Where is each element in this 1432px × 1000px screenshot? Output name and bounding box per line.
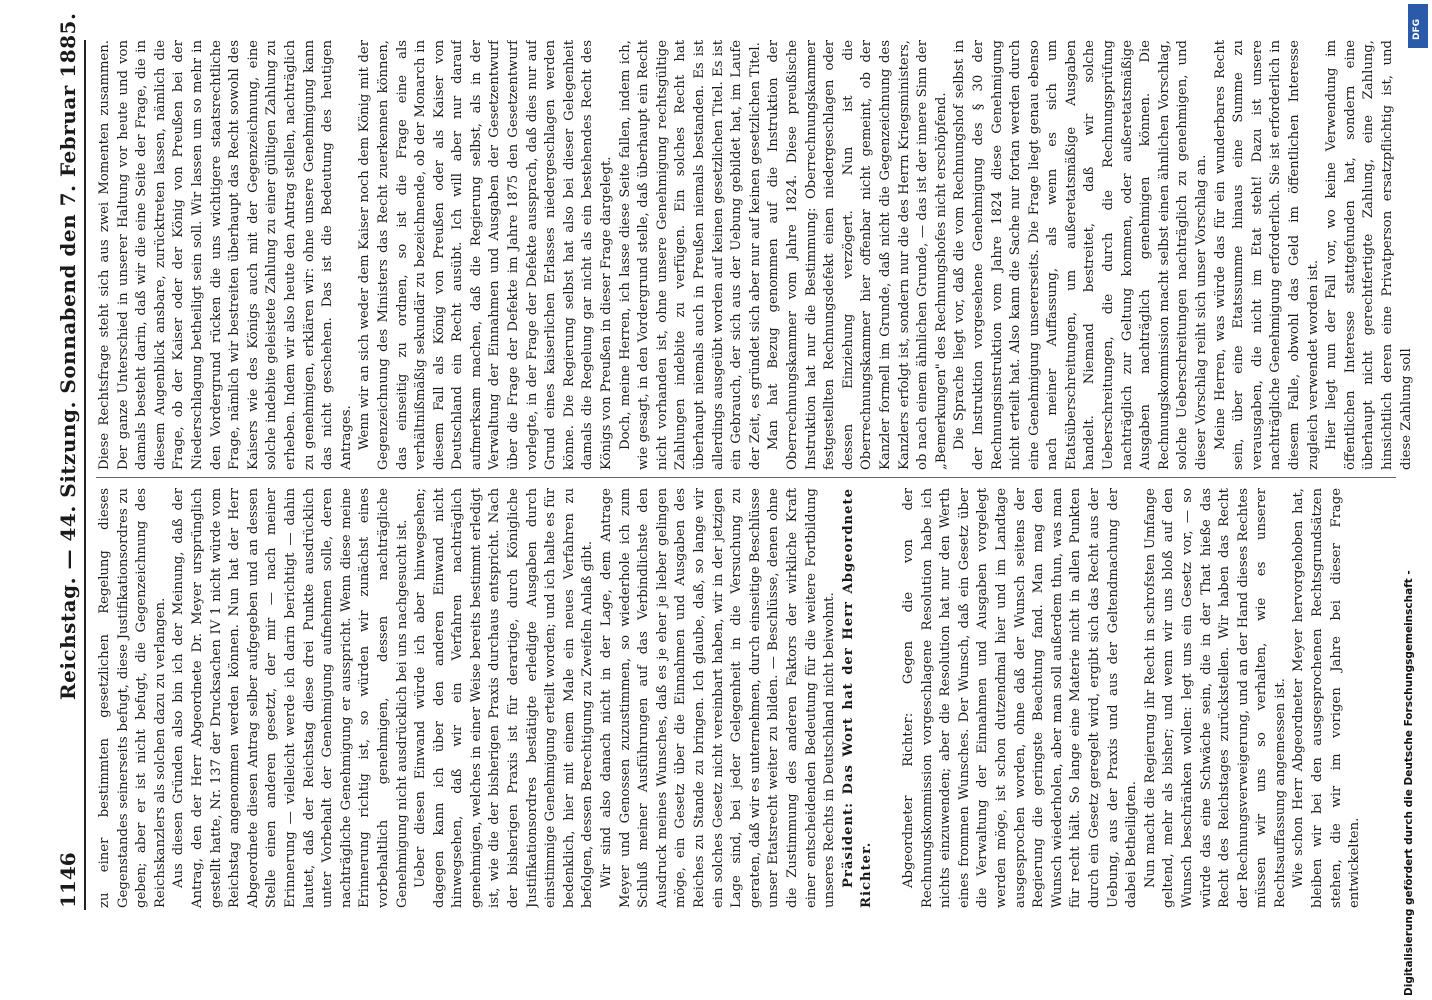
dfg-logo	[1408, 4, 1428, 48]
paragraph: Wenn wir an sich weder dem Kaiser noch dem König mit der Gegenzeichnung des Ministers das Recht zuerkennen können, das einseitig zu ordnen, so ist die Frage eine als verhältnißmäßig sekundär zu bezeichnende, ob der Monarch in diesem Fall als König von Preußen oder als Kaiser von Deutschland ein Recht ausübt. Ich will aber nur darauf aufmerksam machen, daß die Regierung selbst, als in der Verwaltung der Einnahmen und Ausgaben der Gesetzentwurf über die Frage der Defekte im Jahre 1875 den Gesetzentwurf vorlegte, in der Frage der Defekte aussprach, daß dies nur auf Grund eines kaiserlichen Erlasses niedergeschlagen werden könne. Die Regierung selbst hat also bei dieser Gelegenheit damals die Regelung gar nicht als ein bestehendes Recht des Königs von Preußen in dieser Frage dargelegt.	[357, 40, 615, 470]
paragraph: Wie schon Herr Abgeordneter Meyer hervorgehoben hat, bleiben wir bei den ausgesprochenen Rechtsgrundsätzen stehen, die wir im vorigen Jahre bei dieser Frage entwickelten.	[1291, 488, 1363, 908]
paragraph: Ueber diesen Einwand würde ich aber hinwegsehen; dagegen kann ich über den anderen Einwand nicht hinwegsehen, daß wir ein Verfahren nachträglich genehmigen, welches in einer Weise bereits bestimmt erledigt ist, wie die der bisherigen Praxis durchaus entspricht. Nach der bisherigen Praxis ist für derartige, durch Königliche Justifikationsordres bestätigte erledigte Ausgaben durch einstimmige Genehmigung erteilt worden; und ich halte es für bedenklich, hier mit einem Male ein neues Verfahren zu befolgen, dessen Berechtigung zu Zweifeln Anlaß gibt.	[413, 488, 596, 908]
digitization-note: Digitalisierung gefördert durch die Deutsche Forschungsgemeinschaft -	[1403, 570, 1415, 996]
dfg-logo-text: DFG	[1412, 18, 1422, 40]
paragraph: Diese Rechtsfrage steht sich aus zwei Momenten zusammen. Der ganze Unterschied in unserer Haltung vor heute und von damals besteht darin, daß wir die eine Seite der Frage, die in diesem Augenblick ansbare, zurücktreten lassen, nämlich die Frage, ob der Kaiser oder der König von Preußen bei der Niederschlagung betheiligt sein soll. Wir lassen um so mehr in den Vordergrund rücken die uns wichtigere staatsrechtliche Frage, nämlich wir bestreiten überhaupt das Recht sowohl des Kaisers wie des Königs auch mit der Gegenzeichnung, eine solche indebite geleistete Zahlung zu einer gültigen Zahlung zu erheben. Indem wir also heute den Antrag stellen, nachträglich zu genehmigen, erklären wir: ohne unsere Genehmigung kann das nicht geschehen. Das ist die Bedeutung des heutigen Antrages.	[97, 40, 354, 470]
paragraph: Nun macht die Regierung ihr Recht in schrofsten Umfange geltend, mehr als bisher; und wenn wir uns bloß auf den Wunsch beschränken wollen: legt uns ein Gesetz vor, — so würde das eine Schwäche sein, die in der That hieße das Recht des Reichstages zurückstellen. Wir haben das Recht der Rechnungsverweigerung, und an der Hand dieses Rechtes müssen wir uns so verhalten, wie es unserer Rechtsauffassung angemessen ist.	[1142, 488, 1288, 908]
paragraph: zu einer bestimmten gesetzlichen Regelung dieses Gegenstandes seinerseits befugt, diese Justifikationsordres zu geben; aber er ist nicht befugt, die Gegenzeichnung des Reichskanzlers als solchen dazu zu verlangen.	[97, 488, 168, 908]
column-divider	[96, 477, 1396, 478]
left-column	[96, 488, 896, 908]
page-header-title: Reichstag. — 44. Sitzung. Sonnabend den 7. Februar 1885.	[56, 12, 80, 700]
paragraph: Abgeordneter Richter: Gegen die von der Rechnungskommission vorgeschlagene Resolution habe ich nichts einzuwenden; aber die Resolution hat nur den Werth eines frommen Wunsches. Der Wunsch, daß ein Gesetz über die Verwaltung der Einnahmen und Ausgaben vorgelegt werden möge, ist schon dutzendmal hier und im Landtage ausgesprochen worden, ohne daß der Wunsch seitens der Regierung die geringste Beachtung fand. Man mag den Wunsch wiederholen, aber man soll außerdem thun, was man für recht hält. So lange eine Materie nicht in allen Punkten durch ein Gesetz geregelt wird, ergibt sich das Recht aus der Uebung, aus der Praxis und aus der Geltendmachung der dabei Betheiligten.	[901, 488, 1140, 908]
paragraph: Meine Herren, was würde das für ein wunderbares Recht sein, über eine Etatssumme hinaus eine Summe zu verausgaben, die nicht im Etat steht! Dazu ist unsere nachträgliche Genehmigung erforderlich. Sie ist erforderlich in diesem Falle, obwohl das Geld im öffentlichen Interesse zugleich verwendet worden ist.	[1212, 40, 1321, 470]
page-number: 1146	[56, 852, 80, 908]
left-column-lower	[900, 488, 1420, 908]
paragraph: Doch, meine Herren, ich lasse diese Seite fallen, indem ich, wie gesagt, in den Vordergrund stelle, daß überhaupt ein Recht nicht vorhanden ist, ohne unsere Genehmigung rechtsgültige Zahlungen indebite zu verfügen. Ein solches Recht hat überhaupt niemals auch in Preußen niemals bestanden. Es ist allerdings ausgeübt worden auf keinen gesetzlichen Titel. Es ist ein Gebrauch, der sich aus der Uebung gebildet hat, im Laufe der Zeit, es gründet sich aber nur auf keinen gesetzlichen Titel.	[617, 40, 763, 470]
digitization-sidebar	[1395, 6, 1425, 996]
president-speaker-line: Präsident: Das Wort hat der Herr Abgeordnete Richter.	[840, 488, 875, 908]
right-column	[96, 40, 1420, 470]
paragraph: Man hat Bezug genommen auf die Instruktion der Oberrechnungskammer vom Jahre 1824. Diese preußische Instruktion hat nur die Bestimmung: Oberrechnungskammer festgestellten Rechnungsdefekt einen niedergeschlagen oder dessen Einziehung verzögert. Nun ist die Oberrechnungskammer hier offenbar nicht gemeint, ob der Kanzler formell im Grunde, daß nicht die Gegenzeichnung des Kanzlers erfolgt ist, sondern nur die des Herrn Kriegsministers, ob nach einem ähnlichen Grunde, — das ist der innere Sinn der „Bemerkungen" des Rechnungshofes nicht erschöpfend.	[766, 40, 949, 470]
paragraph: Die Sprache liegt vor, daß die vom Rechnungshof selbst in der Instruktion vorgesehene Genehmigung des § 30 der Rechnungsinstruktion vom Jahre 1824 diese Genehmigung nicht erteilt hat. Also kann die Sache nur fortan werden durch eine Genehmigung unsererseits. Die Frage liegt genau ebenso nach meiner Auffassung, als wenn es sich um Etatsüberschreitungen, um außeretatsmäßige Ausgaben handelt. Niemand bestreitet, daß wir solche Ueberschreitungen, die durch die Rechnungsprüfung nachträglich zur Geltung kommen, oder außeretatsmäßige Ausgaben nachträglich genehmigen können. Die Rechnungskommission macht selbst einen ähnlichen Vorschlag, solche Ueberschreitungen nachträglich zu genehmigen, und dieser Vorschlag reiht sich unser Vorschlag an.	[952, 40, 1210, 470]
paragraph: Wir sind also danach nicht in der Lage, dem Antrage Meyer und Genossen zuzustimmen, so wiederhole ich zum Schluß meiner Ausführungen auf das Verbindlichste den Ausdruck meines Wunsches, daß es je eher je lieber gelingen möge, ein Gesetz über die Einnahmen und Ausgaben des Reiches zu Stande zu bringen. Ich glaube, daß, so lange wir ein solches Gesetz nicht vereinbart haben, wir in der jetzigen Lage sind, bei jeder Gelegenheit in die Versuchung zu geraten, daß wir es unternehmen, durch einseitige Beschlüsse unser Etatsrecht weiter zu bilden. — Beschlüsse, denen ohne die Zustimmung des anderen Faktors der wirkliche Kraft einer entscheidenden Bedeutung für die weitere Fortbildung unseres Rechts in Deutschland nicht beiwohnt.	[599, 488, 838, 908]
paragraph: Hier liegt nun der Fall vor, wo keine Verwendung im öffentlichen Interesse stattgefunden hat, sondern eine überhaupt nicht gerechtfertigte Zahlung, eine Zahlung, hinsichtlich deren eine Privatperson ersatzpflichtig ist, und diese Zahlung soll	[1324, 40, 1414, 470]
paragraph: Aus diesen Gründen also bin ich der Meinung, daß der Antrag, den der Herr Abgeordnete Dr. Meyer ursprünglich gestellt hatte, Nr. 137 der Drucksachen IV 1 nicht würde vom Reichstag angenommen werden können. Nun hat der Herr Abgeordnete diesen Antrag selber aufgegeben und an dessen Stelle einen anderen gesetzt, der mir — nach meiner Erinnerung — vielleicht werde ich darin berichtigt — dahin lautet, daß der Reichstag diese drei Punkte ausdrücklich unter Vorbehalt der Genehmigung aufnehmen solle, deren nachträgliche Genehmigung er ausspricht. Wenn diese meine Erinnerung richtig ist, so würden wir zunächst eines vorbehaltlich genehmigen, dessen nachträgliche Genehmigung nicht ausdrücklich bei uns nachgesucht ist.	[171, 488, 410, 908]
header-rule	[84, 40, 86, 910]
